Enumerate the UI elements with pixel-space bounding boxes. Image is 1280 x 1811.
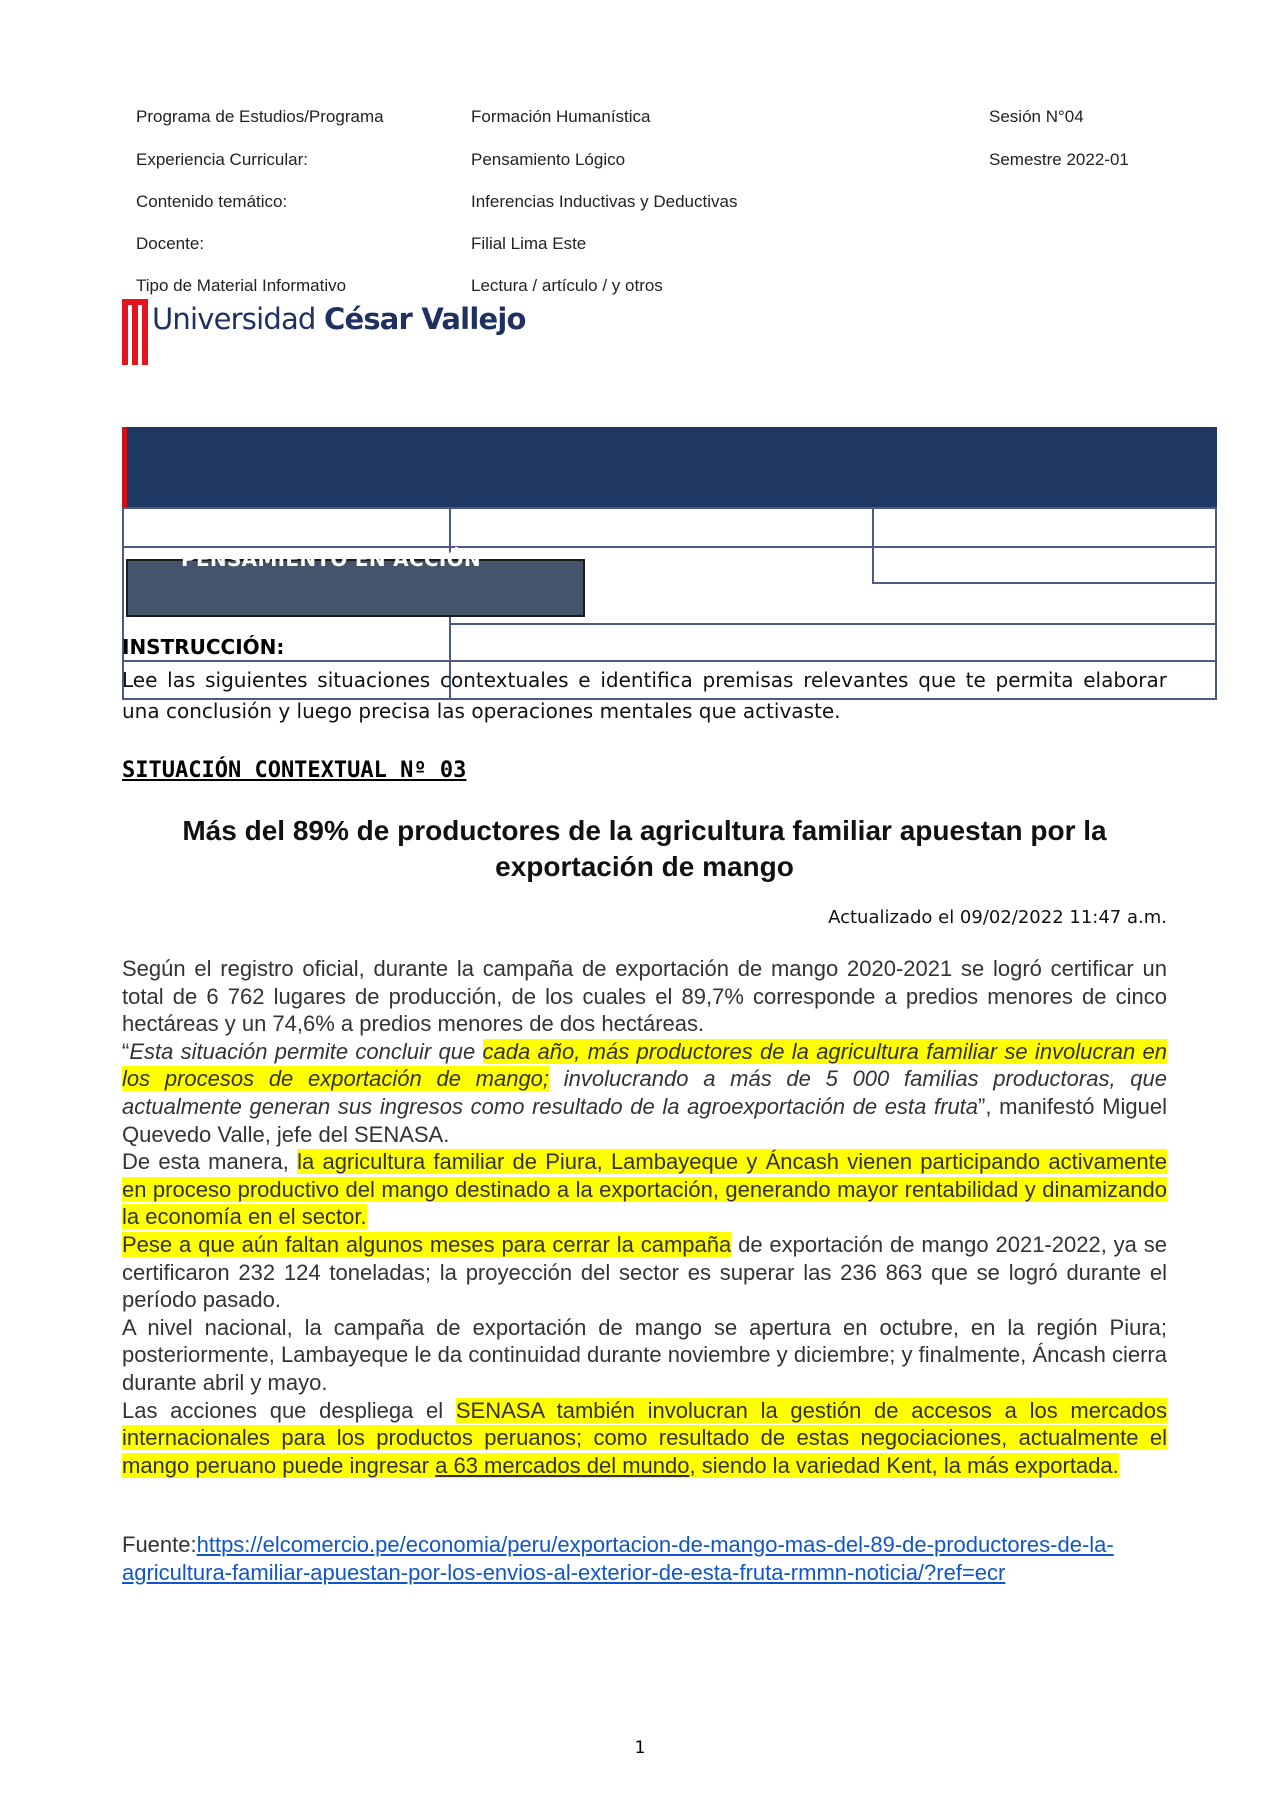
page-number: 1 bbox=[634, 1738, 646, 1758]
logo-stripe-top bbox=[122, 299, 148, 305]
header-label-tipo: Tipo de Material Informativo bbox=[136, 276, 347, 295]
logo-wordmark-regular: Universidad bbox=[152, 302, 324, 336]
quote-open: “ bbox=[122, 1038, 130, 1064]
grid-line bbox=[872, 582, 1217, 584]
article-title: Más del 89% de productores de la agricultura familiar apuestan por la exportación de mango bbox=[182, 815, 1107, 882]
underlined-highlight: a 63 mercados del mundo, bbox=[435, 1452, 696, 1478]
highlighted-text: siendo la variedad Kent, la más exportada. bbox=[695, 1452, 1119, 1478]
paragraph-text: Las acciones que despliega el bbox=[122, 1397, 456, 1423]
situation-heading: SITUACIÓN CONTEXTUAL Nº 03 bbox=[122, 758, 467, 783]
quote-text: involucrando a más de 5 000 familias productoras, que actualmente generan sus ingresos como resultado de la agroexportación de esta fruta bbox=[122, 1066, 1167, 1119]
grid-line bbox=[1215, 507, 1217, 698]
highlighted-text: cada año, más productores de la agricultura familiar se involucran en los procesos de exportación de mango; bbox=[122, 1038, 1167, 1092]
quote-attribution: ”, manifestó Miguel Quevedo Valle, jefe del SENASA. bbox=[122, 1093, 1167, 1147]
highlighted-text: Pese a que aún faltan algunos meses para cerrar la campaña bbox=[122, 1231, 732, 1257]
header-value-programa: Formación Humanística bbox=[471, 107, 651, 126]
logo-stripe bbox=[122, 303, 128, 365]
instruction-heading: INSTRUCCIÓN: bbox=[122, 635, 285, 659]
article-source bbox=[122, 1531, 1172, 1587]
header-semester: Semestre 2022-01 bbox=[989, 150, 1129, 169]
header-value-contenido: Inferencias Inductivas y Deductivas bbox=[471, 192, 738, 211]
paragraph-text: de exportación de mango 2021-2022, ya se certificaron 232 124 toneladas; la proyección del sector es superar las 236 863 que se logró durante el período pasado. bbox=[122, 1231, 1168, 1313]
paragraph-text: De esta manera, bbox=[122, 1149, 298, 1175]
article-paragraph: Según el registro oficial, durante la campaña de exportación de mango 2020-2021 se logró certificar un total de 6 762 lugares de producción, de los cuales el 89,7% corresponde a predios menores de cinco hectáreas y un 74,6% a predios menores de dos hectáreas. bbox=[122, 956, 1167, 1037]
instruction-text: Lee las siguientes situaciones contextuales e identifica premisas relevantes que te permita elaborar una conclusión y luego precisa las operaciones mentales que activaste. bbox=[122, 668, 1167, 723]
grid-line bbox=[872, 507, 874, 583]
logo-stripe bbox=[132, 303, 138, 365]
article-paragraph bbox=[122, 1148, 1167, 1231]
header-label-contenido: Contenido temático: bbox=[136, 192, 288, 211]
quote-text: Esta situación permite concluir que bbox=[129, 1038, 483, 1064]
grid-line bbox=[122, 660, 1217, 662]
grid-line bbox=[122, 507, 1217, 509]
grid-line bbox=[449, 623, 1217, 625]
banner-label: PENSAMIENTO EN ACCIÓN bbox=[181, 547, 481, 571]
logo-stripe bbox=[142, 303, 148, 365]
logo-wordmark bbox=[152, 302, 526, 336]
header-value-tipo: Lectura / artículo / y otros bbox=[471, 276, 663, 295]
article-paragraph bbox=[122, 1231, 1167, 1314]
header-session: Sesión N°04 bbox=[989, 107, 1084, 126]
source-label: Fuente: bbox=[122, 1532, 197, 1557]
logo-wordmark-bold: César Vallejo bbox=[323, 302, 526, 336]
banner-band bbox=[122, 427, 1217, 507]
header-label-experiencia: Experiencia Curricular: bbox=[136, 150, 308, 169]
highlighted-text: SENASA también involucran la gestión de accesos a los mercados internacionales para los productos peruanos; como resultado de estas negociaciones, actualmente el mango peruano puede ingresar bbox=[122, 1397, 1167, 1478]
highlighted-text: la agricultura familiar de Piura, Lambayeque y Áncash vienen participando activamente en proceso productivo del mango destinado a la exportación, generando mayor rentabilidad y dinamizando la economía en el sector. bbox=[122, 1149, 1167, 1230]
banner-accent bbox=[122, 427, 127, 507]
header-label-docente: Docente: bbox=[136, 234, 205, 253]
source-link[interactable]: https://elcomercio.pe/economia/peru/exportacion-de-mango-mas-del-89-de-productores-de-la-agricultura-familiar-apuestan-por-los-envios-al-exterior-de-esta-fruta-rmmn-noticia/?ref=ecr bbox=[122, 1532, 1114, 1585]
article-body bbox=[122, 955, 1167, 1479]
article-updated: Actualizado el 09/02/2022 11:47 a.m. bbox=[828, 907, 1167, 928]
article-paragraph bbox=[122, 1038, 1167, 1148]
header-label-programa: Programa de Estudios/Programa bbox=[136, 107, 384, 126]
header-value-experiencia: Pensamiento Lógico bbox=[471, 150, 626, 169]
header-value-docente: Filial Lima Este bbox=[471, 234, 587, 253]
article-paragraph: A nivel nacional, la campaña de exportación de mango se apertura en octubre, en la región Piura; posteriormente, Lambayeque le da continuidad durante noviembre y diciembre; y finalmente, Áncash cierra durante abril y mayo. bbox=[122, 1314, 1167, 1395]
article-paragraph bbox=[122, 1397, 1167, 1480]
